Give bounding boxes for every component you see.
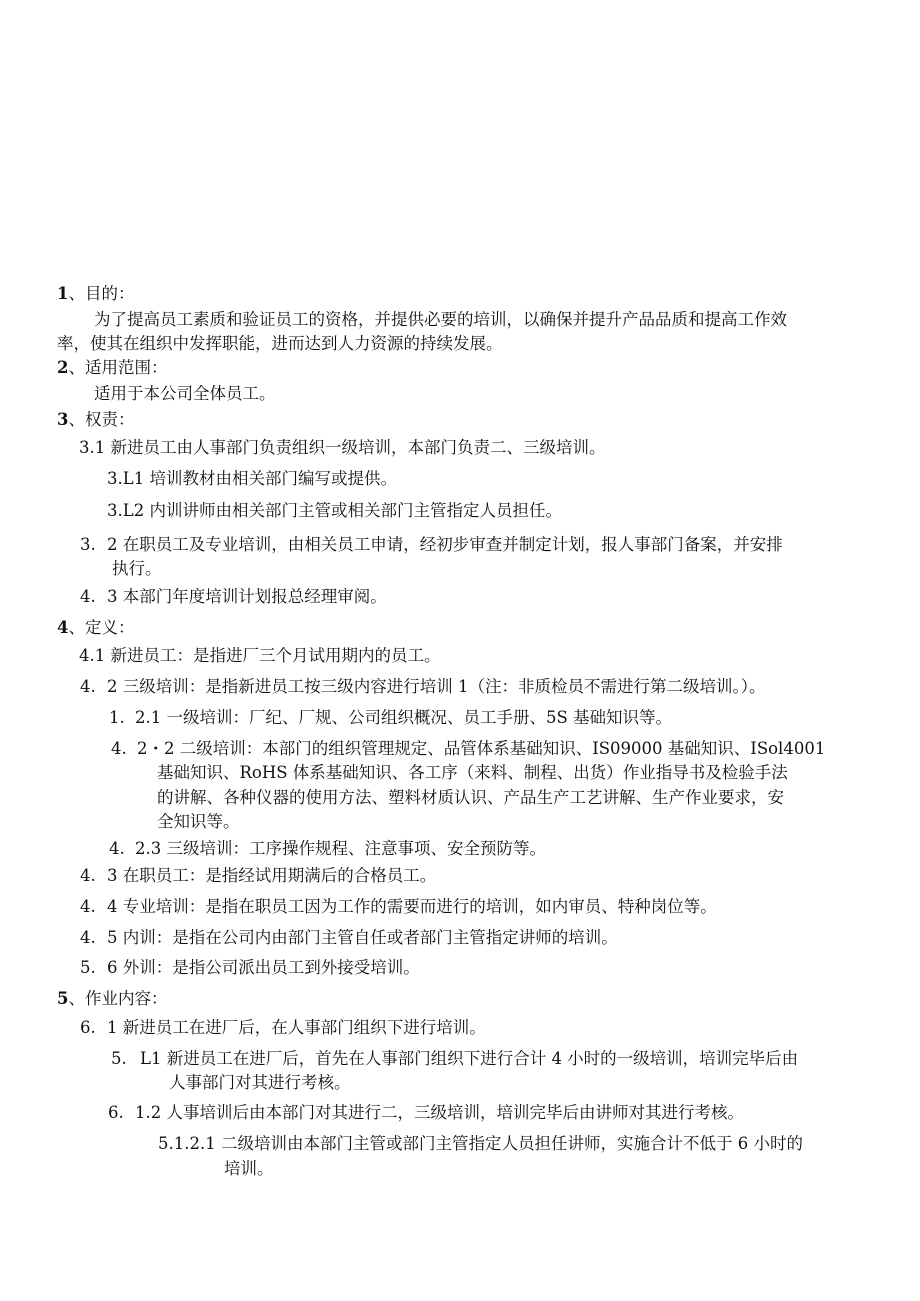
- list-item: 5.1.2.1 二级培训由本部门主管或部门主管指定人员担任讲师，实施合计不低于 6 小时的: [158, 1134, 803, 1153]
- section-number: 1: [57, 284, 69, 303]
- list-item: [80, 533, 783, 557]
- section-number: 4: [57, 618, 69, 637]
- list-item-continuation: 的讲解、各种仪器的使用方法、塑料材质认识、产品生产工艺讲解、生产作业要求，安: [157, 788, 784, 807]
- list-item: [109, 706, 672, 730]
- section-1-heading: [57, 282, 134, 306]
- section-number: 5: [57, 989, 69, 1008]
- list-item: [108, 1101, 744, 1125]
- list-item: 4.1 新进员工：是指进厂三个月试用期内的员工。: [79, 646, 441, 665]
- list-text: 2 三级培训：是指新进员工按三级内容进行培训 1（注：非质检员不需进行第二级培训。）。: [107, 677, 766, 696]
- list-item-continuation: 执行。: [112, 559, 162, 578]
- section-3-heading: [57, 408, 134, 432]
- list-item: 3.L1 培训教材由相关部门编写或提供。: [107, 469, 397, 488]
- list-text: 3 在职员工：是指经试用期满后的合格员工。: [107, 866, 437, 885]
- list-text: 1.2 人事培训后由本部门对其进行二，三级培训，培训完毕后由讲师对其进行考核。: [135, 1103, 744, 1122]
- list-item-continuation: 基础知识、RoHS 体系基础知识、各工序（来料、制程、出货）作业指导书及检验手法: [157, 763, 788, 782]
- list-item: [111, 737, 825, 761]
- section-number: 2: [57, 358, 69, 377]
- list-number: 5.: [80, 958, 96, 977]
- list-text: 1 新进员工在进厂后，在人事部门组织下进行培训。: [107, 1018, 486, 1037]
- section-title: 、定义：: [68, 618, 135, 637]
- list-number: 4.: [80, 928, 96, 947]
- list-text: 2.3 三级培训：工序操作规程、注意事项、安全预防等。: [135, 839, 546, 858]
- list-item: [80, 956, 420, 980]
- list-item: [80, 585, 387, 609]
- section-5-heading: [57, 987, 167, 1011]
- section-number: 3: [57, 410, 69, 429]
- list-text: 3 本部门年度培训计划报总经理审阅。: [107, 587, 387, 606]
- list-number: 6.: [80, 1018, 96, 1037]
- list-item: [80, 864, 436, 888]
- list-number: 4.: [80, 866, 96, 885]
- paragraph-line: 适用于本公司全体员工。: [94, 384, 276, 403]
- list-number: 4.: [80, 677, 96, 696]
- list-item: [80, 675, 766, 699]
- list-text: 2・2 二级培训：本部门的组织管理规定、品管体系基础知识、IS09000 基础知识、ISol4001: [137, 739, 826, 758]
- list-item-continuation: 培训。: [224, 1159, 274, 1178]
- list-item-continuation: 全知识等。: [157, 812, 240, 831]
- section-title: 、权责：: [68, 410, 135, 429]
- section-2-heading: [57, 356, 167, 380]
- list-item: 3.1 新进员工由人事部门负责组织一级培训，本部门负责二、三级培训。: [79, 438, 606, 457]
- list-text: 2.1 一级培训：厂纪、厂规、公司组织概况、员工手册、5S 基础知识等。: [135, 708, 673, 727]
- section-title: 、目的：: [68, 284, 135, 303]
- list-text: 5 内训：是指在公司内由部门主管自任或者部门主管指定讲师的培训。: [107, 928, 618, 947]
- list-text: 4 专业培训：是指在职员工因为工作的需要而进行的培训，如内审员、特种岗位等。: [107, 897, 717, 916]
- list-item: [80, 895, 717, 919]
- paragraph-line: 为了提高员工素质和验证员工的资格，并提供必要的培训，以确保并提升产品品质和提高工作效: [94, 310, 787, 329]
- list-number: 4.: [109, 839, 125, 858]
- list-number: 4.: [80, 587, 96, 606]
- section-title: 、作业内容：: [68, 989, 168, 1008]
- list-text: 2 在职员工及专业培训，由相关员工申请，经初步审查并制定计划，报人事部门备案，并安排: [107, 535, 783, 554]
- section-4-heading: [57, 616, 134, 640]
- list-item: [80, 1016, 486, 1040]
- list-item: [109, 837, 546, 861]
- list-number: 1.: [109, 708, 125, 727]
- list-item: 3.L2 内训讲师由相关部门主管或相关部门主管指定人员担任。: [107, 501, 562, 520]
- list-number: 5.: [111, 1049, 127, 1068]
- list-number: 3.: [80, 535, 96, 554]
- list-number: 6.: [108, 1103, 124, 1122]
- list-number: 4.: [111, 739, 127, 758]
- list-text: L1 新进员工在进厂后，首先在人事部门组织下进行合计 4 小时的一级培训，培训完毕后由: [140, 1049, 799, 1068]
- section-title: 、适用范围：: [68, 358, 168, 377]
- list-item: [80, 926, 618, 950]
- list-text: 6 外训：是指公司派出员工到外接受培训。: [107, 958, 420, 977]
- list-item: [111, 1047, 798, 1071]
- list-number: 4.: [80, 897, 96, 916]
- list-item-continuation: 人事部门对其进行考核。: [169, 1073, 351, 1092]
- paragraph-line: 率，使其在组织中发挥职能，进而达到人力资源的持续发展。: [57, 334, 503, 353]
